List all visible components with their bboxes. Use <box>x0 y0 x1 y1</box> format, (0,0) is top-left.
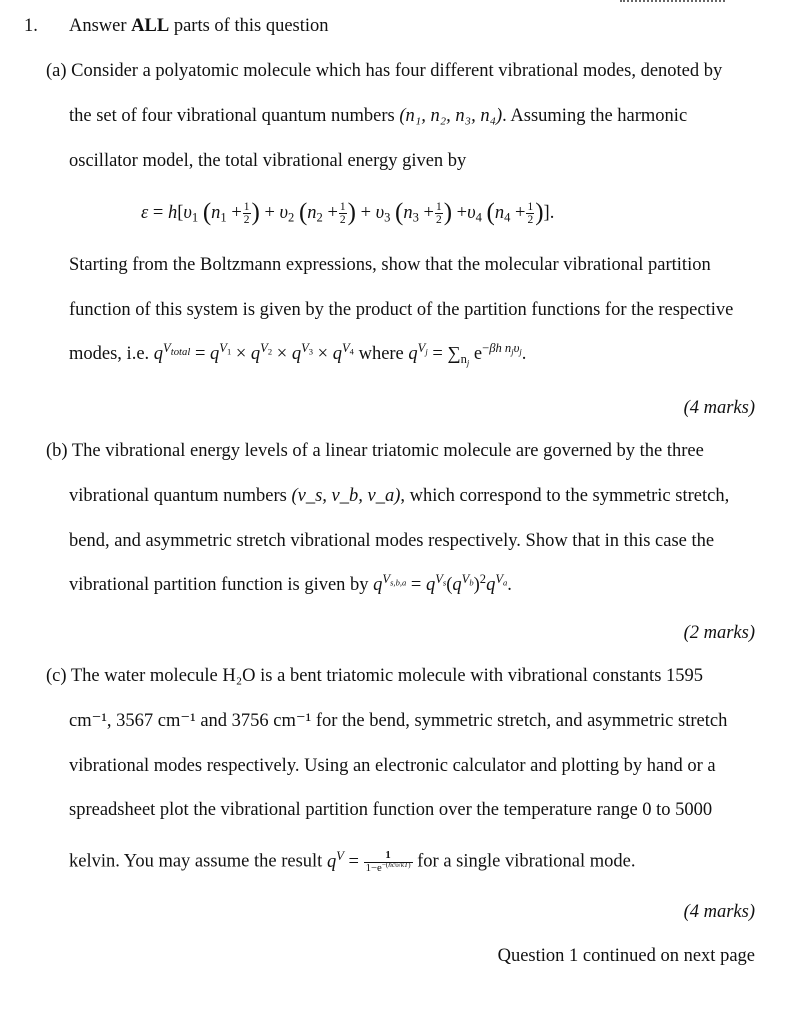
part-b-line-1: (b) The vibrational energy levels of a linear triatomic molecule are governed by the three <box>46 441 704 461</box>
triatomic-partition-equation: $q^{V_{s,b,a}} = q^{V_s}(q^{V_b})^2q^{V_a}$. <box>373 572 512 595</box>
partition-product-equation: $q^{V_{total}} = q^{V_1} \times q^{V_2} \times q^{V_3} \times q^{V_4}$ <box>153 341 354 364</box>
quantum-numbers-set: (n₁, n₂, n₃, n₄) <box>399 106 503 126</box>
part-a-line-5: function of this system is given by the product of the partition functions for the respective <box>69 300 734 320</box>
part-c-line-2: cm⁻¹, 3567 cm⁻¹ and 3756 cm⁻¹ for the bend, symmetric stretch, and asymmetric stretch <box>69 711 728 731</box>
part-a-line-4: Starting from the Boltzmann expressions, show that the molecular vibrational partition <box>69 255 711 275</box>
part-a-line-3: oscillator model, the total vibrational energy given by <box>69 151 467 171</box>
part-c-line-5: kelvin. You may assume the result $q^V$ = 1 $1-e^{-(hcῡ/kT)}$ for a single vibrational mode. <box>69 848 636 874</box>
energy-equation: $\varepsilon = h[\upsilon_1$ ($n_1$ + $\frac{1}{2}$ ) + $\upsilon_2$ ($n_2$ + $\frac{1}{2}$ ) + $\upsilon_3$ ($n_3$ + $\frac{1}{2}$ ) $+\upsilon_4$ ($n_4$ + $\frac{1}{2}$ )]. <box>141 198 555 227</box>
part-c-marks: (4 marks) <box>683 902 755 922</box>
part-b-line-3: bend, and asymmetric stretch vibrational modes respectively. Show that in this case the <box>69 531 715 551</box>
header-cutoff-mark <box>620 0 725 4</box>
part-b-marks: (2 marks) <box>683 623 755 643</box>
part-a-marks: (4 marks) <box>683 398 755 418</box>
continued-footer: Question 1 continued on next page <box>497 946 755 966</box>
part-c-line-3: vibrational modes respectively. Using an electronic calculator and plotting by hand or a <box>69 756 716 776</box>
part-a-line-1: (a) Consider a polyatomic molecule which has four different vibrational modes, denoted by <box>46 61 723 81</box>
question-number: 1. <box>24 16 38 36</box>
part-c-line-4: spreadsheet plot the vibrational partition function over the temperature range 0 to 5000 <box>69 800 713 820</box>
part-a-line-2: the set of four vibrational quantum numbers (n₁, n₂, n₃, n₄). Assuming the harmonic <box>69 106 688 126</box>
part-b-line-4: vibrational partition function is given by $q^{V_{s,b,a}} = q^{V_s}(q^{V_b})^2q^{V_a}$. <box>69 572 512 595</box>
part-a-line-6: modes, i.e. $q^{V_{total}} = q^{V_1} \times q^{V_2} \times q^{V_3} \times q^{V_4}$ where $q^{V_j} = \sum_{n_j}$ $e^{-\beta h n_j\upsilon_j}$. <box>69 341 527 368</box>
part-c-line-1: (c) The water molecule H₂O is a bent triatomic molecule with vibrational constants 1595 <box>46 666 704 686</box>
single-mode-partition-equation: $q^V$ = 1 $1-e^{-(hcῡ/kT)}$ <box>326 848 411 874</box>
mode-partition-equation: $q^{V_j} = \sum_{n_j}$ $e^{-\beta h n_j\upsilon_j}$. <box>408 341 527 368</box>
part-b-line-2: vibrational quantum numbers (v_s, v_b, v_a), which correspond to the symmetric stretch, <box>69 486 730 506</box>
question-intro: Answer ALL parts of this question <box>69 16 329 36</box>
triatomic-quantum-numbers: (v_s, v_b, v_a) <box>291 486 401 506</box>
